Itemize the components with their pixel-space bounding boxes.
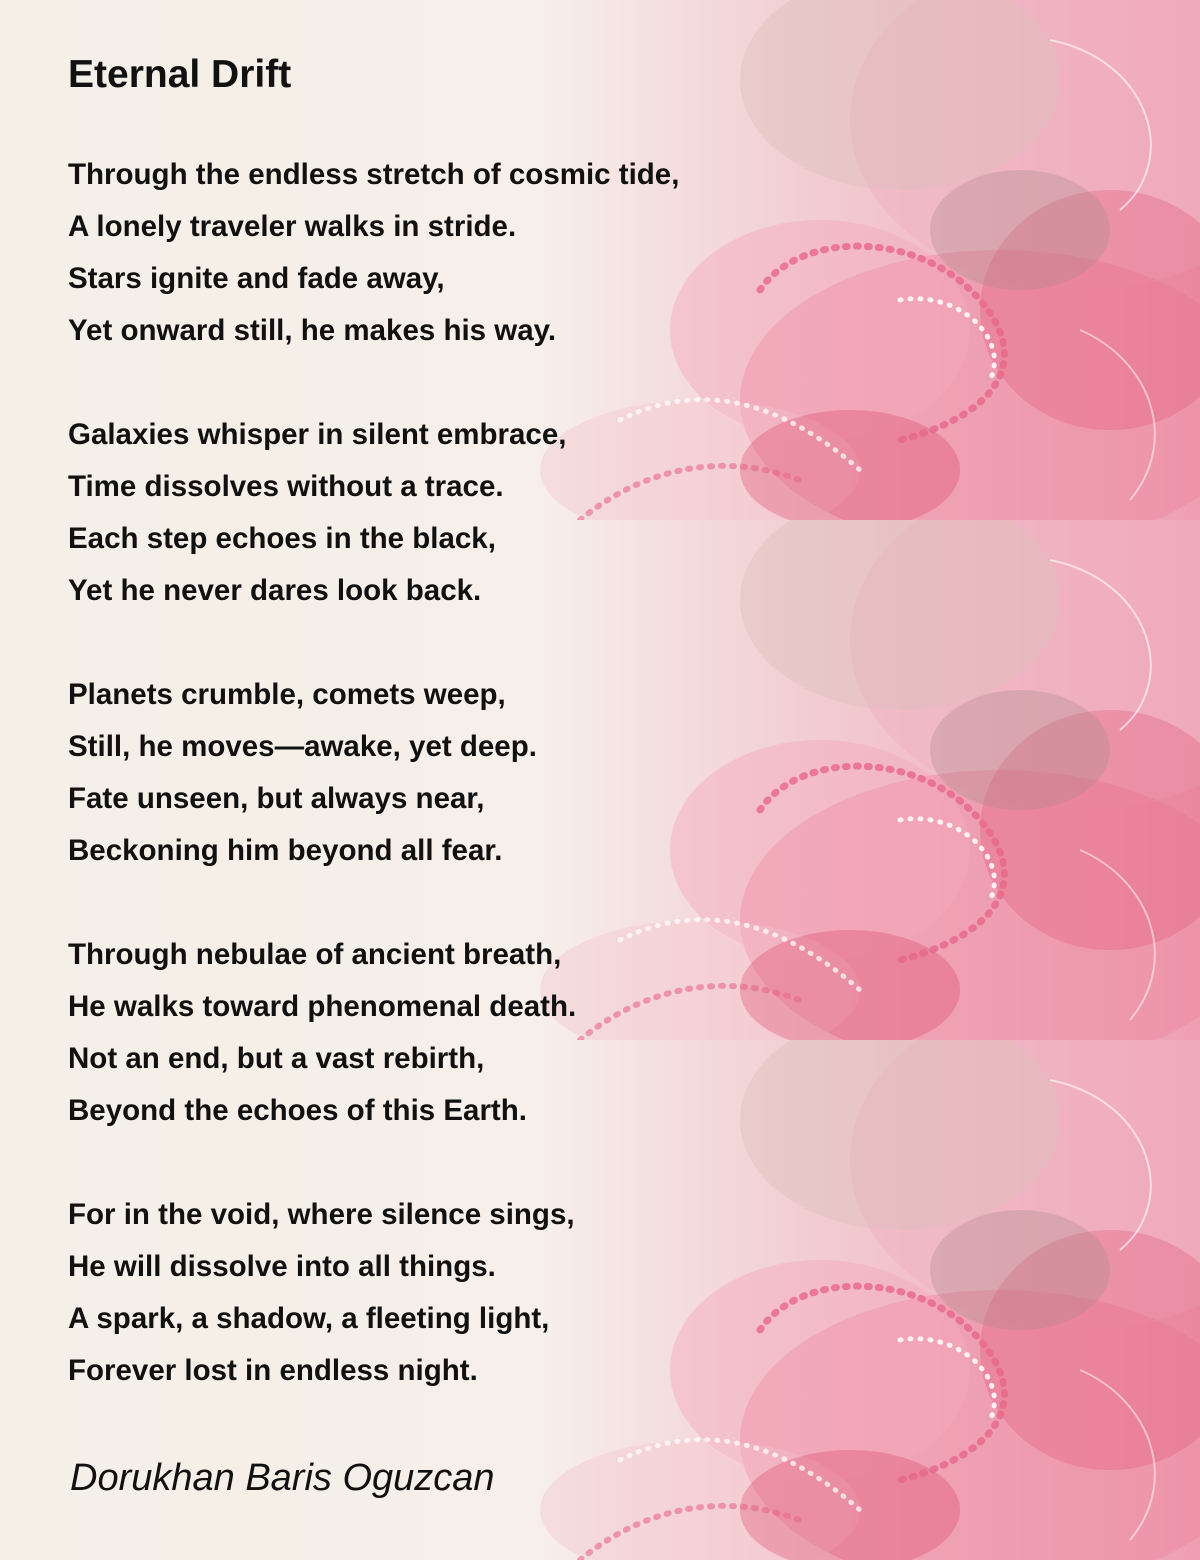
poem-line: Time dissolves without a trace. (68, 470, 504, 503)
poem-title: Eternal Drift (68, 53, 292, 96)
poem-line: Galaxies whisper in silent embrace, (68, 418, 567, 451)
poem-line: Not an end, but a vast rebirth, (68, 1042, 485, 1075)
poem-line: Each step echoes in the black, (68, 522, 496, 555)
poem-line: Forever lost in endless night. (68, 1354, 478, 1387)
poem-line: He will dissolve into all things. (68, 1250, 496, 1283)
poem-line: Beyond the echoes of this Earth. (68, 1094, 527, 1127)
poem-line: Through the endless stretch of cosmic tide, (68, 158, 680, 191)
poem-line: Stars ignite and fade away, (68, 262, 445, 295)
poem-line: Planets crumble, comets weep, (68, 678, 506, 711)
poem-line: For in the void, where silence sings, (68, 1198, 575, 1231)
poem-line: Through nebulae of ancient breath, (68, 938, 562, 971)
poem-line: He walks toward phenomenal death. (68, 990, 577, 1023)
poem-line: Still, he moves—awake, yet deep. (68, 730, 537, 763)
poem-line: A lonely traveler walks in stride. (68, 210, 517, 243)
poem-line: Fate unseen, but always near, (68, 782, 485, 815)
poem-line: Yet he never dares look back. (68, 574, 482, 607)
poem-line: Beckoning him beyond all fear. (68, 834, 503, 867)
author-name: Dorukhan Baris Oguzcan (70, 1457, 495, 1499)
poem-line: A spark, a shadow, a fleeting light, (68, 1302, 550, 1335)
poem-line: Yet onward still, he makes his way. (68, 314, 557, 347)
